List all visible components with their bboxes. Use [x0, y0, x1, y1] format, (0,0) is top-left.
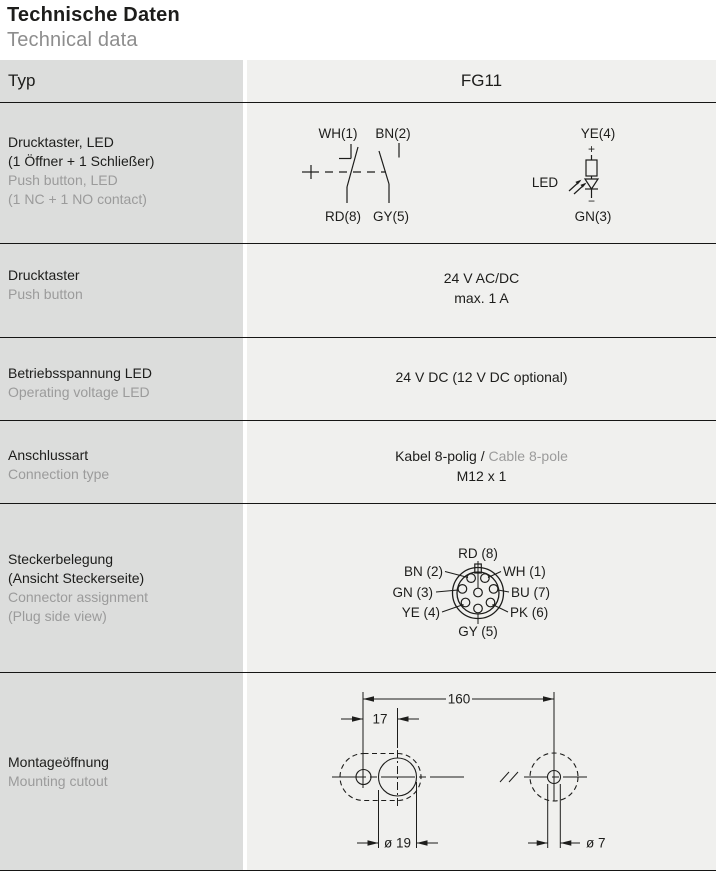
- push-button-rating: 24 V AC/DC max. 1 A: [443, 270, 520, 306]
- row-contacts-label: Drucktaster, LED (1 Öffner + 1 Schließer) Push button, LED (1 NC + 1 NO contact): [8, 134, 155, 207]
- page-title: [0, 0, 716, 60]
- row-led-voltage-label: Betriebsspannung LED Operating voltage LED: [8, 365, 152, 400]
- pin-label-wh1: WH (1): [503, 564, 546, 579]
- row-connector-assignment: [0, 504, 716, 673]
- led-voltage-value: 24 V DC (12 V DC optional): [395, 369, 568, 385]
- pin-label-bn2: BN (2): [403, 564, 443, 579]
- actuator-symbol: [302, 165, 386, 179]
- row-contacts: [0, 103, 716, 244]
- wire-label-gy5: GY(5): [372, 209, 410, 224]
- pin-label-gy5: GY (5): [458, 624, 498, 639]
- row-push-button: [0, 244, 716, 338]
- circuit-diagram: [247, 103, 716, 242]
- dim-19-label: ø 19: [383, 835, 412, 851]
- wire-label-bn2: BN(2): [375, 126, 411, 141]
- page-title-en: Technical data: [7, 29, 138, 51]
- header-model-cell: FG11: [247, 60, 716, 102]
- wire-label-ye4: YE(4): [580, 126, 616, 141]
- dim-7: [528, 840, 580, 846]
- row-connection-type-label: Anschlussart Connection type: [8, 447, 110, 482]
- connection-type-value: Kabel 8-polig / Cable 8-pole M12 x 1: [395, 448, 568, 484]
- mounting-diagram: [247, 673, 716, 869]
- pin-leader-lines: [436, 561, 509, 624]
- row-connector-assignment-label: Steckerbelegung (Ansicht Steckerseite) Connector assignment (Plug side view): [8, 551, 149, 624]
- pin-label-gn3: GN (3): [392, 585, 433, 600]
- pin-label-bu7: BU (7): [511, 585, 551, 600]
- dim-7-label: ø 7: [586, 835, 606, 851]
- row-connection-type: [0, 421, 716, 504]
- pin-label-ye4: YE (4): [401, 605, 440, 620]
- wire-label-wh1: WH(1): [318, 126, 358, 141]
- pin-label-rd8: RD (8): [458, 546, 498, 561]
- row-push-button-label: Drucktaster Push button: [8, 267, 83, 302]
- polarity-plus: +: [587, 142, 596, 156]
- led-symbol: [569, 155, 598, 198]
- no-contact-symbol: [379, 143, 399, 203]
- pin-label-pk6: PK (6): [510, 605, 549, 620]
- dim-160-label: 160: [447, 691, 471, 707]
- dim-17-label: 17: [372, 711, 388, 727]
- row-mounting-cutout-label: Montageöffnung Mounting cutout: [8, 754, 109, 789]
- table-header-row: [0, 60, 716, 103]
- row-led-voltage: [0, 338, 716, 421]
- led-arrowheads: [575, 180, 586, 188]
- row-mounting-cutout: [0, 673, 716, 871]
- extension-lines: [363, 692, 560, 848]
- connector-diagram: [247, 504, 716, 671]
- header-typ-cell: Typ: [0, 60, 243, 102]
- polarity-minus: −: [587, 194, 596, 208]
- nc-contact-symbol: [339, 144, 358, 203]
- wire-label-rd8: RD(8): [325, 209, 361, 224]
- page-title-de: Technische Daten: [7, 4, 180, 26]
- led-label: LED: [531, 175, 559, 190]
- wire-label-gn3: GN(3): [574, 209, 612, 224]
